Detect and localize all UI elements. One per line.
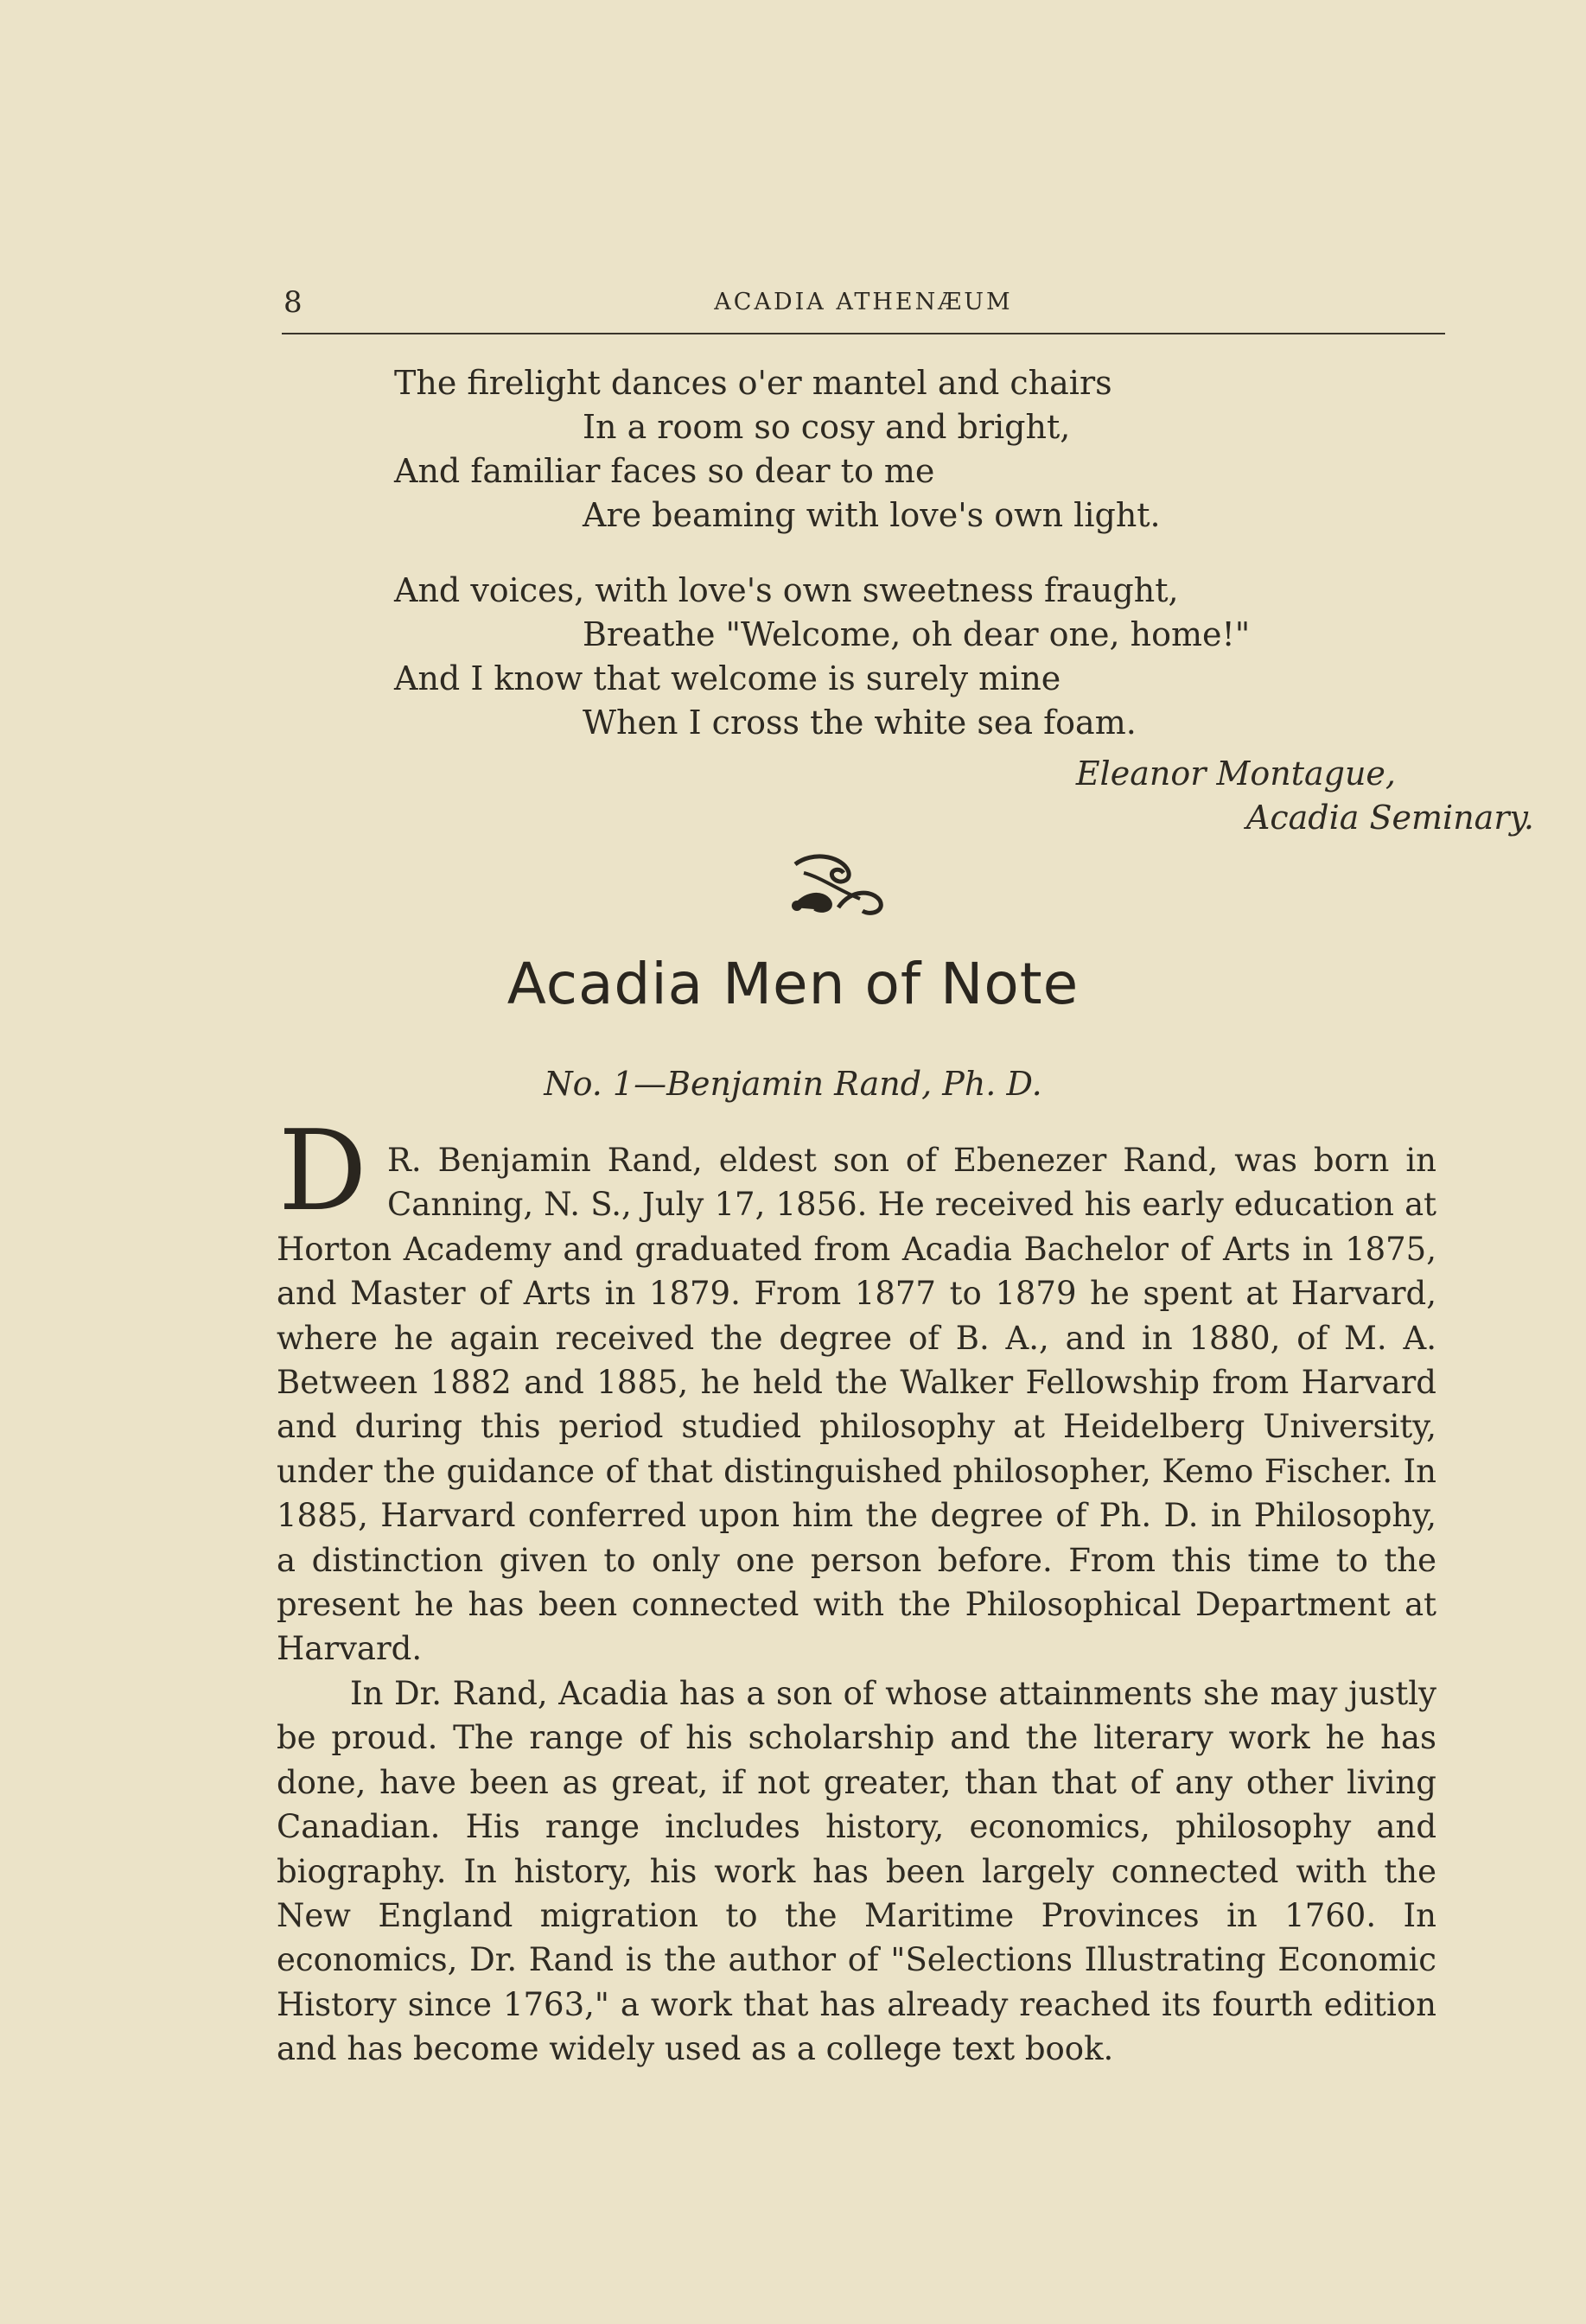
poem-line: In a room so cosy and bright, [583,408,1071,446]
poem-author: Eleanor Montague, [1075,755,1396,793]
poem-line: And familiar faces so dear to me [394,452,935,490]
poem-institution: Acadia Seminary. [1245,799,1534,837]
drop-cap-spacer [277,1138,387,1225]
header-rule [282,333,1445,334]
poem [394,361,1431,776]
fleuron-ornament-icon [778,847,899,925]
article-paragraph: In Dr. Rand, Acadia has a son of whose attainments she may justly be proud. The range of his scholarship and the literary work he has done, have been as great, if not greater, than that of any other living Canadian. His range includes history, economics, philosophy and biography. In history, his work has been largely connected with the New England migration to the Maritime Provinces in 1760. In economics, Dr. Rand is the author of "Selections Illustrating Economic History since 1763," a work that has already reached its fourth edition and has become widely used as a college text book. [277,1674,1436,2068]
article-body [277,1138,1436,2072]
article-paragraph [277,1138,1436,1671]
poem-line: And I know that welcome is surely mine [394,659,1061,697]
poem-line: When I cross the white sea foam. [583,704,1137,742]
running-head [282,282,1445,334]
journal-title: ACADIA ATHENÆUM [714,289,1013,315]
drop-cap: D [278,1107,367,1236]
poem-stanza [394,569,1431,745]
poem-line: Are beaming with love's own light. [583,496,1161,534]
poem-line: And voices, with love's own sweetness fraught, [394,571,1179,609]
article-title: Acadia Men of Note [506,951,1080,1017]
poem-line: The firelight dances o'er mantel and chairs [394,364,1112,402]
page-number: 8 [283,285,303,320]
poem-stanza [394,361,1431,538]
article-subtitle: No. 1—Benjamin Rand, Ph. D. [544,1065,1042,1103]
poem-line: Breathe "Welcome, oh dear one, home!" [583,615,1251,653]
paragraph-text: R. Benjamin Rand, eldest son of Ebenezer Rand, was born in Canning, N. S., July 17, 1856. He received his early education at Horton Academy and graduated from Acadia Bachelor of Arts in 1875, and Master of Arts in 1879. From 1877 to 1879 he spent at Harvard, where he again received the degree of B. A., and in 1880, of M. A. Between 1882 and 1885, he held the Walker Fellowship from Harvard and during this period studied philosophy at Heidelberg University, under the guidance of that distinguished philosopher, Kemo Fischer. In 1885, Harvard conferred upon him the degree of Ph. D. in Philosophy, a distinction given to only one person before. From this time to the present he has been connected with the Philosophical Department at Harvard. [277,1142,1436,1668]
